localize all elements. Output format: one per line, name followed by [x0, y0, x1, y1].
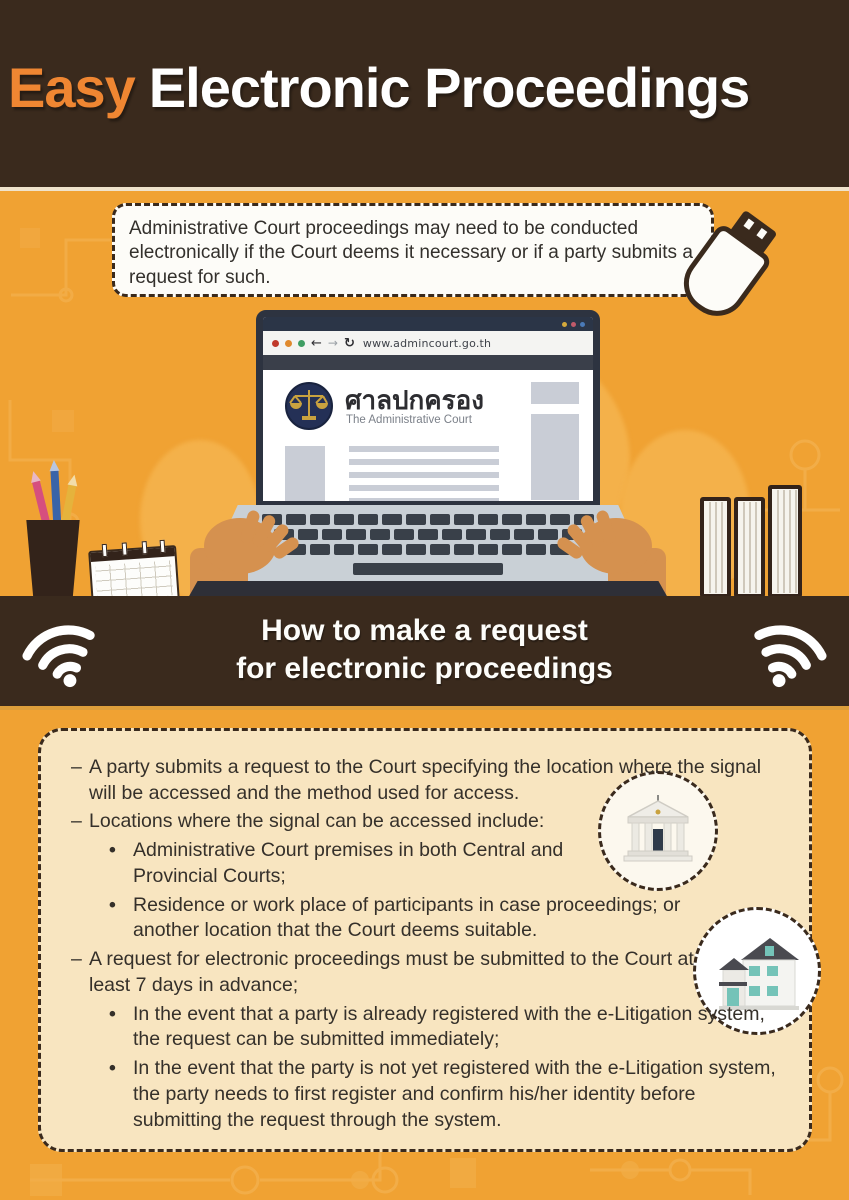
text-line-placeholder [349, 459, 499, 465]
list-item [109, 838, 783, 889]
bullet-marker: • [109, 839, 116, 862]
text-line-placeholder [349, 485, 499, 491]
step-text: Locations where the signal can be accessed include: [89, 810, 545, 833]
traffic-dot-red [272, 340, 279, 347]
book-icon [768, 485, 802, 598]
laptop-screen [256, 310, 600, 508]
pencil-cup-icon [24, 520, 82, 598]
list-item [109, 1056, 783, 1133]
title-highlight: Easy [8, 56, 135, 119]
scales-of-justice-icon [287, 384, 331, 428]
step-text: Residence or work place of participants in case proceedings; or another location that the Court deems suitable. [133, 893, 681, 942]
book-icon [700, 497, 731, 598]
steps-list [71, 755, 783, 1133]
step-text: In the event that a party is already registered with the e-Litigation system, the request can be submitted immediately; [133, 1002, 765, 1051]
section-banner [0, 596, 849, 710]
webpage [263, 370, 593, 508]
intro-box [112, 203, 714, 297]
step-text: A request for electronic proceedings must be submitted to the Court at least 7 days in advance; [89, 948, 694, 996]
list-item [71, 809, 783, 835]
header [0, 0, 849, 191]
traffic-dot-green [298, 340, 305, 347]
browser-url: www.admincourt.go.th [362, 336, 492, 350]
browser-titlebar [263, 317, 593, 331]
banner-title [0, 612, 849, 689]
bullet-marker: • [109, 1002, 116, 1025]
window-dots [562, 322, 585, 327]
step-text: Administrative Court premises in both Central and Provincial Courts; [133, 839, 564, 887]
banner-line2: for electronic proceedings [236, 652, 613, 686]
list-item [71, 755, 783, 806]
dash-marker: – [71, 810, 82, 833]
dash-marker: – [71, 756, 82, 778]
list-item [109, 1002, 783, 1053]
browser-toolbar [263, 331, 593, 355]
book-icon [734, 497, 765, 598]
browser-tabstrip [263, 355, 593, 370]
dash-marker: – [71, 948, 82, 971]
intro-text: Administrative Court proceedings may need to be conducted electronically if the Court deems it necessary or if a party submits a request for such. [129, 218, 693, 288]
text-line-placeholder [349, 498, 499, 504]
title-rest: Electronic Proceedings [148, 56, 750, 119]
banner-line1: How to make a request [261, 614, 588, 647]
step-text: In the event that the party is not yet registered with the e-Litigation system, the party needs to first register and confirm his/her identity before submitting the request through the system. [133, 1057, 776, 1131]
traffic-dot-orange [285, 340, 292, 347]
content-placeholder [531, 414, 579, 500]
step-text: A party submits a request to the Court specifying the location where the signal will be accessed and the method used for access. [89, 756, 762, 804]
back-icon: ← [311, 335, 322, 351]
text-line-placeholder [349, 472, 499, 478]
reload-icon: ↻ [343, 335, 355, 351]
bullet-marker: • [109, 1057, 116, 1080]
forward-icon: → [327, 336, 338, 350]
text-line-placeholder [349, 446, 499, 452]
page-title [8, 55, 749, 120]
bullet-marker: • [109, 893, 116, 916]
court-logo [285, 382, 333, 430]
site-title-thai: ศาลปกครอง [345, 386, 484, 416]
content-placeholder [285, 446, 325, 508]
steps-box [38, 728, 812, 1152]
list-item [109, 893, 783, 944]
list-item [71, 947, 783, 998]
site-subtitle: The Administrative Court [346, 414, 472, 426]
content-placeholder [531, 382, 579, 404]
